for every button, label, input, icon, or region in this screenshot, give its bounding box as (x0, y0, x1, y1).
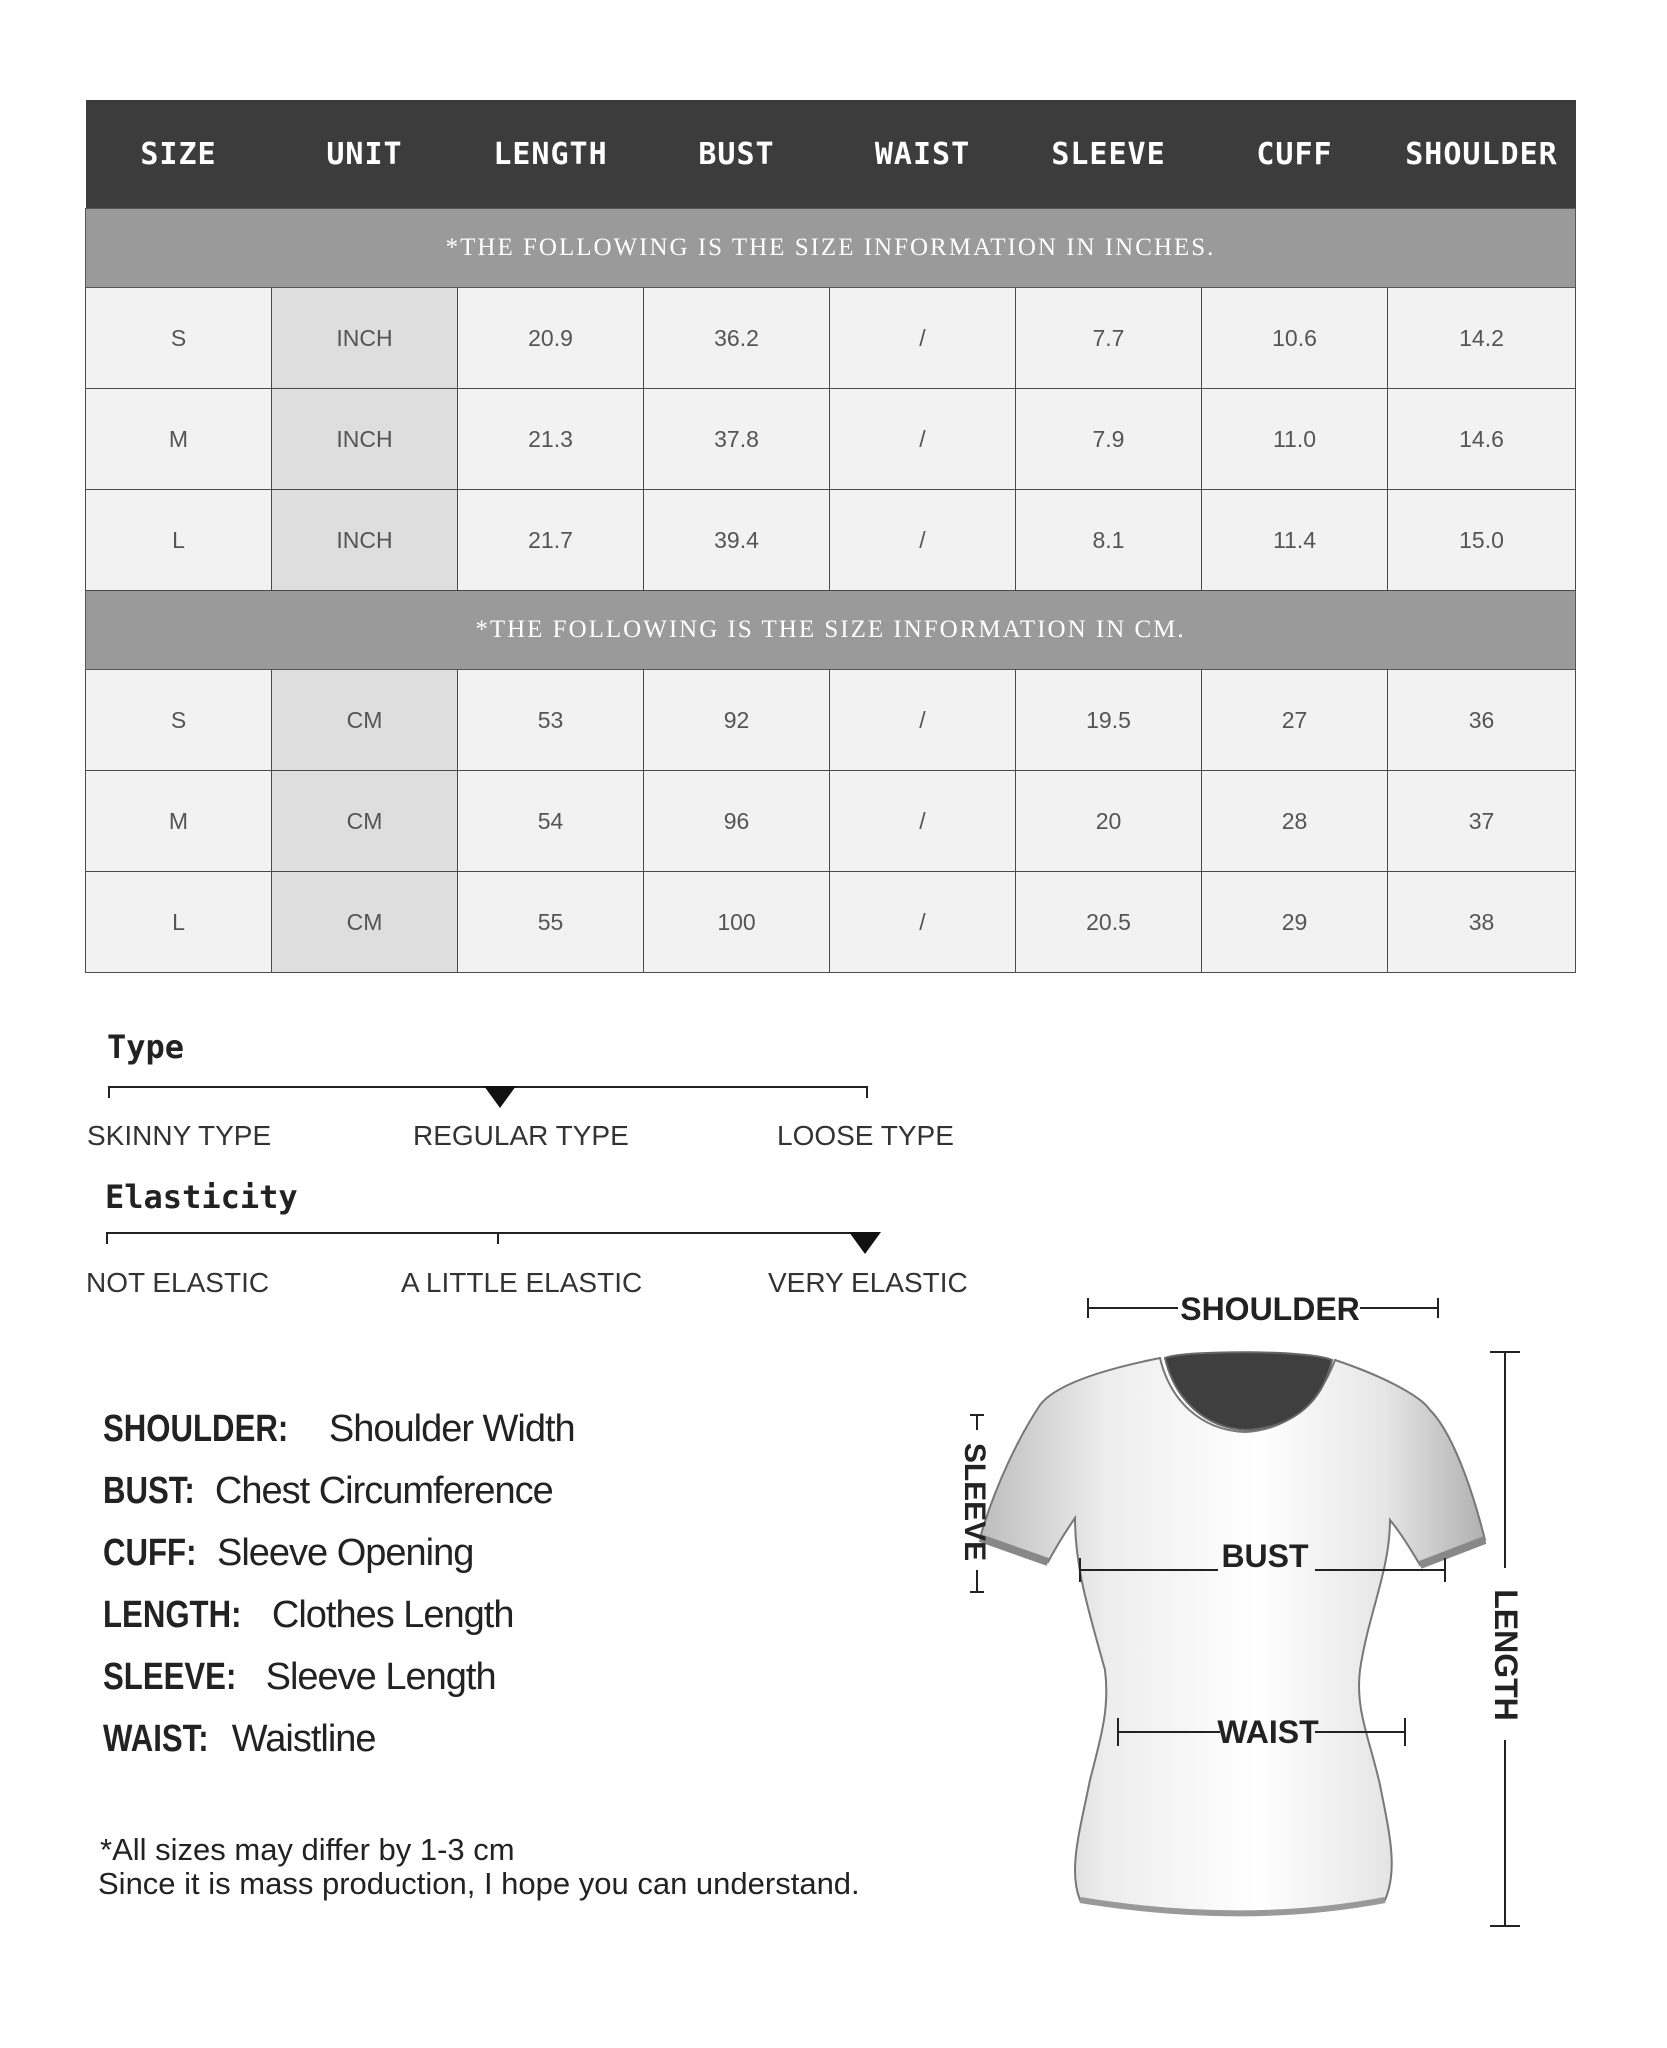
legend-item (103, 1708, 575, 1770)
length-label: LENGTH (1488, 1589, 1524, 1721)
header-sleeve: SLEEVE (1016, 100, 1202, 209)
table-row (86, 872, 1576, 973)
table-row (86, 490, 1576, 591)
cell-length: 55 (458, 872, 644, 973)
cell-shoulder: 14.6 (1388, 389, 1576, 490)
legend-definition: Waistline (231, 1718, 376, 1760)
shoulder-measure (1088, 1291, 1438, 1327)
cell-sleeve: 8.1 (1016, 490, 1202, 591)
cell-unit: CM (272, 872, 458, 973)
elasticity-label-little: A LITTLE ELASTIC (401, 1267, 643, 1298)
cell-sleeve: 7.9 (1016, 389, 1202, 490)
legend-term: WAIST: (103, 1718, 209, 1760)
elasticity-label-not: NOT ELASTIC (86, 1267, 270, 1298)
cell-shoulder: 14.2 (1388, 288, 1576, 389)
table-row (86, 389, 1576, 490)
section-row-inches (86, 209, 1576, 288)
cell-unit: INCH (272, 389, 458, 490)
type-label-regular: REGULAR TYPE (413, 1120, 629, 1151)
cell-bust: 36.2 (644, 288, 830, 389)
cell-shoulder: 15.0 (1388, 490, 1576, 591)
cell-sleeve: 20.5 (1016, 872, 1202, 973)
cell-size: M (86, 771, 272, 872)
header-waist: WAIST (830, 100, 1016, 209)
legend-item (103, 1646, 575, 1708)
cell-cuff: 28 (1202, 771, 1388, 872)
cell-bust: 92 (644, 670, 830, 771)
cell-length: 21.7 (458, 490, 644, 591)
cell-sleeve: 19.5 (1016, 670, 1202, 771)
legend-definition: Shoulder Width (328, 1408, 575, 1450)
measurement-legend (103, 1398, 575, 1770)
cell-unit: CM (272, 771, 458, 872)
cell-shoulder: 37 (1388, 771, 1576, 872)
header-size: SIZE (86, 100, 272, 209)
table-row (86, 670, 1576, 771)
elasticity-title: Elasticity (105, 1178, 298, 1216)
header-length: LENGTH (458, 100, 644, 209)
type-title: Type (107, 1028, 185, 1066)
type-tick-left (108, 1086, 110, 1098)
cell-unit: INCH (272, 490, 458, 591)
cell-length: 21.3 (458, 389, 644, 490)
cell-size: M (86, 389, 272, 490)
cell-bust: 96 (644, 771, 830, 872)
cell-waist: / (830, 872, 1016, 973)
legend-definition: Chest Circumference (214, 1470, 553, 1512)
type-selected-marker (484, 1086, 516, 1108)
cell-shoulder: 38 (1388, 872, 1576, 973)
legend-item (103, 1584, 575, 1646)
cell-unit: INCH (272, 288, 458, 389)
legend-item (103, 1522, 575, 1584)
cell-bust: 37.8 (644, 389, 830, 490)
legend-definition: Sleeve Length (265, 1656, 496, 1698)
cell-cuff: 27 (1202, 670, 1388, 771)
cell-waist: / (830, 288, 1016, 389)
shoulder-label: SHOULDER (1180, 1291, 1360, 1327)
cell-cuff: 11.4 (1202, 490, 1388, 591)
type-label-skinny: SKINNY TYPE (87, 1120, 272, 1151)
legend-term: SLEEVE: (103, 1656, 237, 1698)
cell-size: L (86, 872, 272, 973)
cell-cuff: 10.6 (1202, 288, 1388, 389)
size-chart-table (85, 100, 1576, 973)
elasticity-label-very: VERY ELASTIC (768, 1267, 968, 1298)
elasticity-tick-mid (497, 1232, 499, 1244)
table-header-row (86, 100, 1576, 209)
cell-waist: / (830, 389, 1016, 490)
table-row (86, 771, 1576, 872)
legend-term: SHOULDER: (103, 1408, 289, 1450)
legend-term: BUST: (103, 1470, 195, 1512)
cell-waist: / (830, 670, 1016, 771)
elasticity-scale-line (106, 1232, 868, 1234)
cell-length: 20.9 (458, 288, 644, 389)
waist-label: WAIST (1217, 1714, 1319, 1750)
header-shoulder: SHOULDER (1388, 100, 1576, 209)
tshirt-icon (980, 1358, 1485, 1914)
bust-label: BUST (1221, 1538, 1309, 1574)
size-note-line1: *All sizes may differ by 1-3 cm (100, 1832, 515, 1867)
table-row (86, 288, 1576, 389)
cell-size: L (86, 490, 272, 591)
type-tick-right (866, 1086, 868, 1098)
tshirt-measurement-diagram (950, 1270, 1550, 1930)
section-row-cm (86, 591, 1576, 670)
elasticity-tick-left (106, 1232, 108, 1244)
legend-definition: Sleeve Opening (216, 1532, 474, 1574)
size-note-line2: Since it is mass production, I hope you can understand. (98, 1866, 860, 1901)
type-label-loose: LOOSE TYPE (777, 1120, 954, 1151)
cell-size: S (86, 670, 272, 771)
cell-sleeve: 20 (1016, 771, 1202, 872)
sleeve-measure (958, 1415, 991, 1592)
cell-bust: 39.4 (644, 490, 830, 591)
legend-definition: Clothes Length (271, 1594, 514, 1636)
legend-item (103, 1460, 575, 1522)
length-measure (1488, 1352, 1524, 1926)
legend-term: LENGTH: (103, 1594, 242, 1636)
sleeve-label: SLEEVE (958, 1442, 991, 1562)
cell-waist: / (830, 490, 1016, 591)
cell-sleeve: 7.7 (1016, 288, 1202, 389)
cell-length: 54 (458, 771, 644, 872)
header-unit: UNIT (272, 100, 458, 209)
section-title-inches: *THE FOLLOWING IS THE SIZE INFORMATION IN INCHES. (86, 209, 1576, 288)
legend-term: CUFF: (103, 1532, 197, 1574)
elasticity-selected-marker (849, 1232, 881, 1254)
section-title-cm: *THE FOLLOWING IS THE SIZE INFORMATION IN CM. (86, 591, 1576, 670)
cell-waist: / (830, 771, 1016, 872)
cell-cuff: 29 (1202, 872, 1388, 973)
cell-length: 53 (458, 670, 644, 771)
legend-item (103, 1398, 575, 1460)
cell-cuff: 11.0 (1202, 389, 1388, 490)
cell-shoulder: 36 (1388, 670, 1576, 771)
cell-size: S (86, 288, 272, 389)
cell-bust: 100 (644, 872, 830, 973)
header-cuff: CUFF (1202, 100, 1388, 209)
header-bust: BUST (644, 100, 830, 209)
cell-unit: CM (272, 670, 458, 771)
